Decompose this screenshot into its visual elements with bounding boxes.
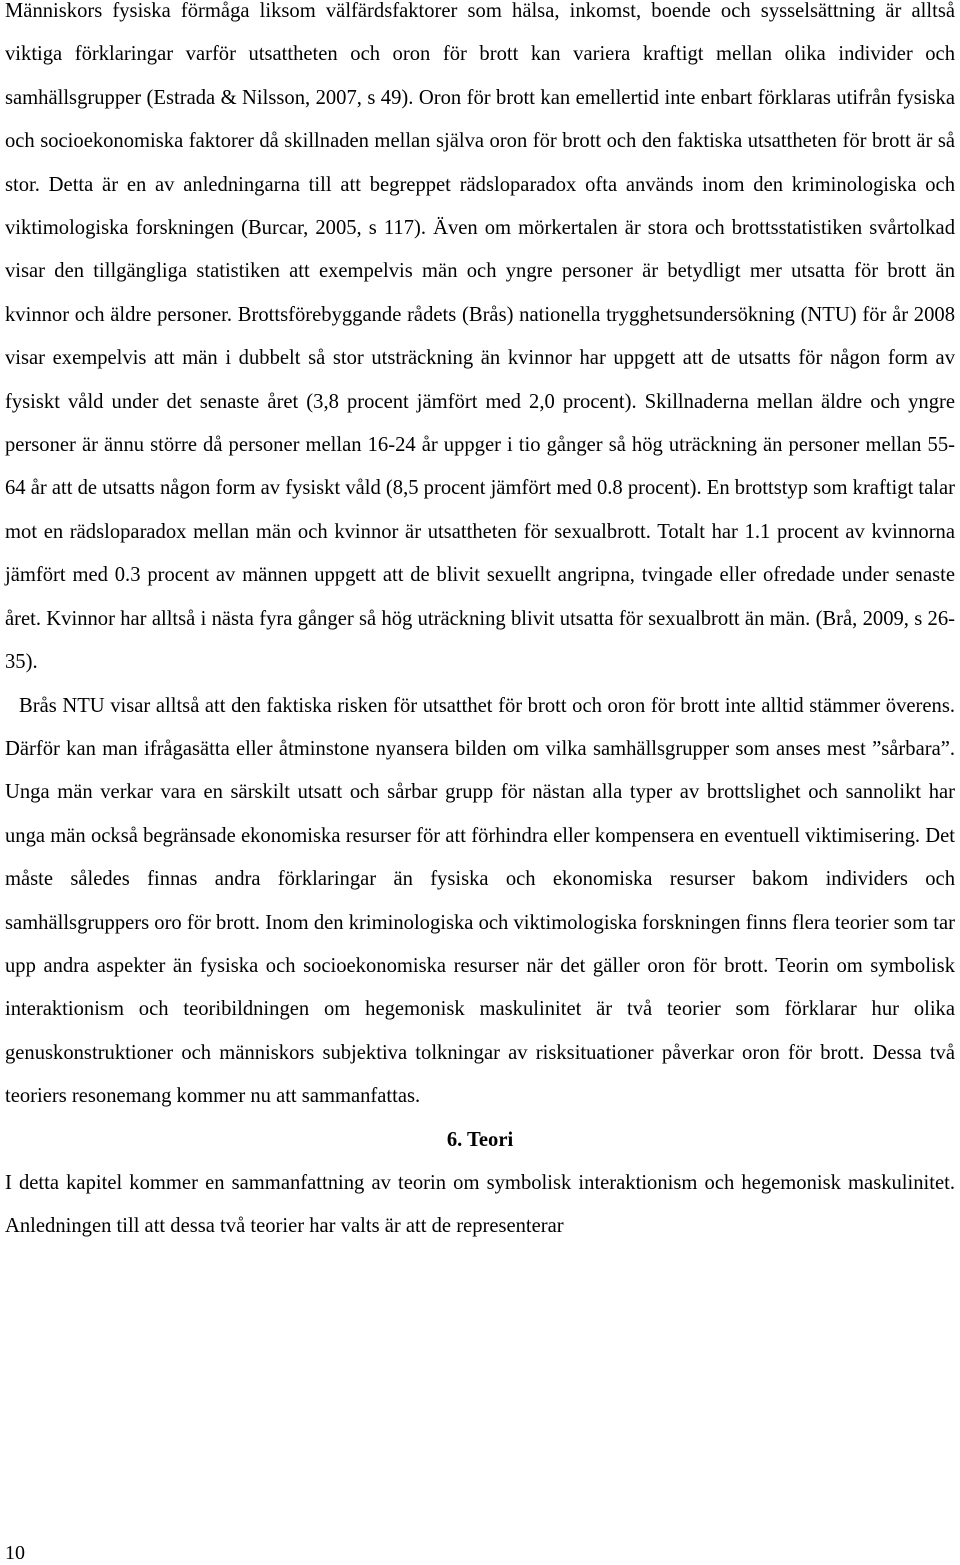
document-page	[5, 0, 955, 1249]
section-intro-paragraph: I detta kapitel kommer en sammanfattning av teorin om symbolisk interaktionism och hegemonisk maskulinitet. Anledningen till att dessa två teorier har valts är att de representerar	[5, 1171, 955, 1238]
page-number: 10	[5, 1542, 25, 1564]
section-heading: 6. Teori	[446, 1128, 514, 1151]
body-paragraph: Brås NTU visar alltså att den faktiska risken för utsatthet för brott och oron för brott inte alltid stämmer överens. Därför kan man ifrågasätta eller åtminstone nyansera bilden om vilka samhällsgrupper som anses mest ”sårbara”. Unga män verkar vara en särskilt utsatt och sårbar grupp för nästan alla typer av brottslighet och sannolikt har unga män också begränsade ekonomiska resurser för att förhindra eller kompensera en eventuell viktimisering. Det måste således finnas andra förklaringar än fysiska och ekonomiska resurser bakom individers och samhällsgruppers oro för brott. Inom den kriminologiska och viktimologiska forskningen finns flera teorier som tar upp andra aspekter än fysiska och socioekonomiska resurser när det gäller oron för brott. Teorin om symbolisk interaktionism och teoribildningen om hegemonisk maskulinitet är två teorier som förklarar hur olika genuskonstruktioner och människors subjektiva tolkningar av risksituationer påverkar oron för brott. Dessa två teoriers resonemang kommer nu att sammanfattas.	[5, 694, 955, 1108]
body-paragraph: Människors fysiska förmåga liksom välfärdsfaktorer som hälsa, inkomst, boende och sysselsättning är alltså viktiga förklaringar varför utsattheten och oron för brott kan variera kraftigt mellan olika individer och samhällsgrupper (Estrada & Nilsson, 2007, s 49). Oron för brott kan emellertid inte enbart förklaras utifrån fysiska och socioekonomiska faktorer då skillnaden mellan själva oron för brott och den faktiska utsattheten för brott är så stor. Detta är en av anledningarna till att begreppet rädsloparadox ofta används inom den kriminologiska och viktimologiska forskningen (Burcar, 2005, s 117). Även om mörkertalen är stora och brottsstatistiken svårtolkad visar den tillgängliga statistiken att exempelvis män och yngre personer är betydligt mer utsatta för brott än kvinnor och äldre personer. Brottsförebyggande rådets (Brås) nationella trygghetsundersökning (NTU) för år 2008 visar exempelvis att män i dubbelt så stor utsträckning än kvinnor har uppgett att de utsatts för någon form av fysiskt våld under det senaste året (3,8 procent jämfört med 2,0 procent). Skillnaderna mellan äldre och yngre personer är ännu större då personer mellan 16-24 år uppger i tio gånger så hög uträckning än personer mellan 55-64 år att de utsatts någon form av fysiskt våld (8,5 procent jämfört med 0.8 procent). En brottstyp som kraftigt talar mot en rädsloparadox mellan män och kvinnor är utsattheten för sexualbrott. Totalt har 1.1 procent av kvinnorna jämfört med 0.3 procent av männen uppgett att de blivit sexuellt angripna, tvingade eller ofredade under senaste året. Kvinnor har alltså i nästa fyra gånger så hög uträckning blivit utsatta för sexualbrott än män. (Brå, 2009, s 26-35).	[5, 0, 955, 674]
